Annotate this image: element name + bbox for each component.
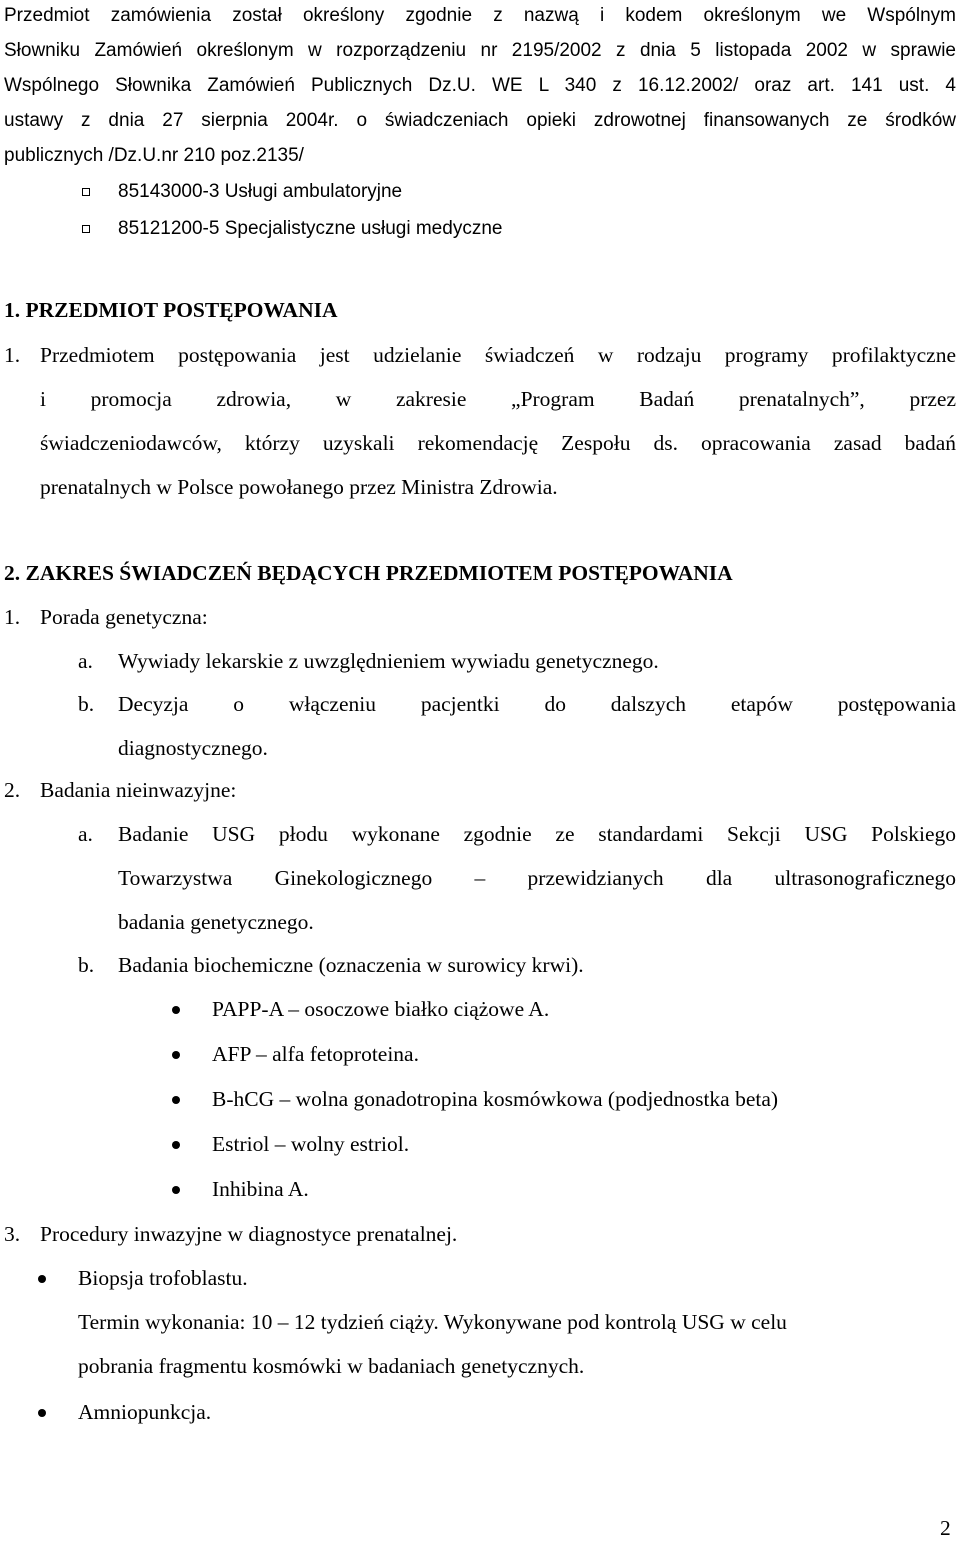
item-2a-line-2: Towarzystwa Ginekologicznego – przewidzianych dla ultrasonograficznego — [118, 866, 956, 890]
checkbox-bullet-icon — [82, 225, 90, 233]
item-2b-text: Badania biochemiczne (oznaczenia w surowicy krwi). — [118, 953, 584, 977]
procedure-amniocentesis: Amniopunkcja. — [78, 1400, 212, 1424]
marker-item: B-hCG – wolna gonadotropina kosmówkowa (podjednostka beta) — [212, 1087, 779, 1111]
bullet-dot-icon — [172, 1186, 180, 1194]
item-2a-line-3: badania genetycznego. — [118, 910, 314, 934]
marker-item: Estriol – wolny estriol. — [212, 1132, 410, 1156]
item-2a-line-1: Badanie USG płodu wykonane zgodnie ze standardami Sekcji USG Polskiego — [118, 822, 956, 846]
page-number: 2 — [940, 1516, 951, 1540]
bullet-dot-icon — [172, 1006, 180, 1014]
section-1-line-1: Przedmiotem postępowania jest udzielanie świadczeń w rodzaju programy profilaktyczne — [40, 343, 956, 367]
section-1-number: 1. — [4, 343, 21, 367]
item-1b-line-2: diagnostycznego. — [118, 736, 268, 760]
cpv-code-1: 85143000-3 Usługi ambulatoryjne — [118, 181, 403, 202]
intro-line-3: Wspólnego Słownika Zamówień Publicznych Dz.U. WE L 340 z 16.12.2002/ oraz art. 141 ust. 4 — [4, 75, 956, 96]
marker-item: AFP – alfa fetoproteina. — [212, 1042, 419, 1066]
item-3-title: Procedury inwazyjne w diagnostyce prenatalnej. — [40, 1222, 458, 1246]
item-1a-letter: a. — [78, 649, 93, 673]
intro-line-4: ustawy z dnia 27 sierpnia 2004r. o świadczeniach opieki zdrowotnej finansowanych ze środków — [4, 110, 956, 131]
section-1-line-2: i promocja zdrowia, w zakresie „Program Badań prenatalnych”, przez — [40, 387, 956, 411]
section-1-line-4: prenatalnych w Polsce powołanego przez Ministra Zdrowia. — [40, 475, 558, 499]
intro-line-2: Słowniku Zamówień określonym w rozporządzeniu nr 2195/2002 z dnia 5 listopada 2002 w sprawie — [4, 40, 956, 61]
intro-line-1: Przedmiot zamówienia został określony zgodnie z nazwą i kodem określonym we Wspólnym — [4, 5, 956, 26]
checkbox-bullet-icon — [82, 188, 90, 196]
marker-item: Inhibina A. — [212, 1177, 309, 1201]
item-1a-text: Wywiady lekarskie z uwzględnieniem wywiadu genetycznego. — [118, 649, 659, 673]
bullet-dot-icon — [38, 1275, 46, 1283]
section-1-heading: 1. PRZEDMIOT POSTĘPOWANIA — [4, 298, 338, 322]
intro-line-5: publicznych /Dz.U.nr 210 poz.2135/ — [4, 145, 304, 166]
marker-item: PAPP-A – osoczowe białko ciążowe A. — [212, 997, 550, 1021]
bullet-dot-icon — [172, 1141, 180, 1149]
section-2-heading: 2. ZAKRES ŚWIADCZEŃ BĘDĄCYCH PRZEDMIOTEM POSTĘPOWANIA — [4, 561, 733, 585]
bullet-dot-icon — [172, 1051, 180, 1059]
section-1-line-3: świadczeniodawców, którzy uzyskali rekomendację Zespołu ds. opracowania zasad badań — [40, 431, 956, 455]
item-2a-letter: a. — [78, 822, 93, 846]
item-1b-line-1: Decyzja o włączeniu pacjentki do dalszych etapów postępowania — [118, 692, 956, 716]
item-1-title: Porada genetyczna: — [40, 605, 208, 629]
procedure-term-line-1: Termin wykonania: 10 – 12 tydzień ciąży. Wykonywane pod kontrolą USG w celu — [78, 1310, 787, 1334]
item-1-number: 1. — [4, 605, 21, 629]
item-2-title: Badania nieinwazyjne: — [40, 778, 237, 802]
cpv-code-2: 85121200-5 Specjalistyczne usługi medyczne — [118, 218, 503, 239]
procedure-term-line-2: pobrania fragmentu kosmówki w badaniach genetycznych. — [78, 1354, 585, 1378]
item-2-number: 2. — [4, 778, 21, 802]
item-1b-letter: b. — [78, 692, 95, 716]
item-2b-letter: b. — [78, 953, 95, 977]
item-3-number: 3. — [4, 1222, 21, 1246]
bullet-dot-icon — [38, 1409, 46, 1417]
bullet-dot-icon — [172, 1096, 180, 1104]
procedure-biopsy: Biopsja trofoblastu. — [78, 1266, 248, 1290]
